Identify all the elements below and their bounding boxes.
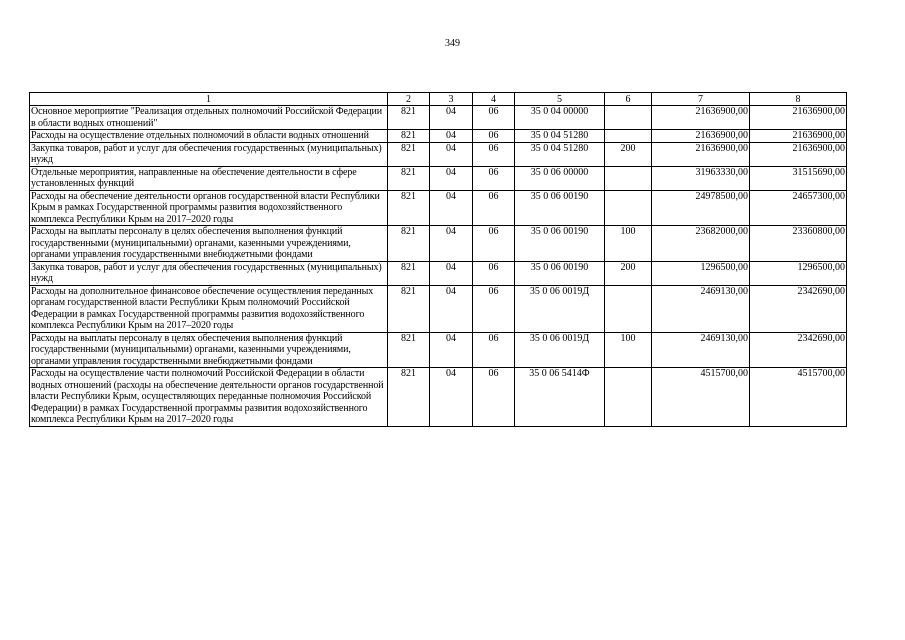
row-sum2-cell: 2342690,00 <box>750 332 847 368</box>
row-csr-cell: 35 0 04 00000 <box>515 106 605 130</box>
row-sum1-cell: 31963330,00 <box>652 166 750 190</box>
row-name-cell: Расходы на осуществление отдельных полномочий в области водных отношений <box>30 130 388 143</box>
row-rz-cell: 04 <box>430 130 473 143</box>
row-vr-cell <box>605 106 652 130</box>
row-csr-cell: 35 0 06 00000 <box>515 166 605 190</box>
row-name-cell: Закупка товаров, работ и услуг для обеспечения государственных (муниципальных) нужд <box>30 261 388 285</box>
row-vr-cell <box>605 130 652 143</box>
row-rz-cell: 04 <box>430 142 473 166</box>
row-csr-cell: 35 0 06 0019Д <box>515 285 605 332</box>
row-csr-cell: 35 0 06 00190 <box>515 226 605 262</box>
row-name-cell: Расходы на обеспечение деятельности органов государственной власти Республики Крым в рамках Государственной программы развития водохозяйственного комплекса Республики Крым на 2017–2020 годы <box>30 190 388 226</box>
row-rz-cell: 04 <box>430 332 473 368</box>
row-rz-cell: 04 <box>430 226 473 262</box>
row-name-cell: Расходы на осуществление части полномочий Российской Федерации в области водных отношений (расходы на обеспечение деятельности органов государственной власти Республики Крым, осуществляющих переданные полномочия Российской Федерации) в рамках Государственной программы развития водохозяйственного комплекса Республики Крым на 2017–2020 годы <box>30 368 388 427</box>
row-sum2-cell: 24657300,00 <box>750 190 847 226</box>
row-pr-cell: 06 <box>473 368 515 427</box>
row-name-cell: Закупка товаров, работ и услуг для обеспечения государственных (муниципальных) нужд <box>30 142 388 166</box>
row-vr-cell: 100 <box>605 332 652 368</box>
row-sum1-cell: 21636900,00 <box>652 130 750 143</box>
row-name-cell: Расходы на выплаты персоналу в целях обеспечения выполнения функций государственными (муниципальными) органами, казенными учреждениями, органами управления государственными внебюджетными фондами <box>30 226 388 262</box>
row-rz-cell: 04 <box>430 261 473 285</box>
row-sum2-cell: 21636900,00 <box>750 142 847 166</box>
row-grbs-cell: 821 <box>388 368 430 427</box>
row-sum2-cell: 23360800,00 <box>750 226 847 262</box>
row-name-cell: Основное мероприятие "Реализация отдельных полномочий Российской Федерации в области водных отношений" <box>30 106 388 130</box>
row-vr-cell <box>605 285 652 332</box>
table-row <box>30 261 847 285</box>
row-grbs-cell: 821 <box>388 166 430 190</box>
row-pr-cell: 06 <box>473 285 515 332</box>
row-sum1-cell: 21636900,00 <box>652 106 750 130</box>
row-vr-cell: 100 <box>605 226 652 262</box>
row-sum1-cell: 23682000,00 <box>652 226 750 262</box>
header-cell-grbs: 2 <box>388 93 430 106</box>
header-cell-vr: 6 <box>605 93 652 106</box>
table-body <box>30 106 847 427</box>
row-pr-cell: 06 <box>473 142 515 166</box>
row-grbs-cell: 821 <box>388 261 430 285</box>
row-grbs-cell: 821 <box>388 130 430 143</box>
row-sum1-cell: 1296500,00 <box>652 261 750 285</box>
row-rz-cell: 04 <box>430 368 473 427</box>
table-header <box>30 93 847 106</box>
row-sum2-cell: 21636900,00 <box>750 106 847 130</box>
header-cell-sum1: 7 <box>652 93 750 106</box>
table-row <box>30 332 847 368</box>
row-vr-cell <box>605 166 652 190</box>
row-vr-cell: 200 <box>605 261 652 285</box>
row-sum2-cell: 31515690,00 <box>750 166 847 190</box>
row-pr-cell: 06 <box>473 106 515 130</box>
page-number: 349 <box>445 38 460 49</box>
row-csr-cell: 35 0 04 51280 <box>515 142 605 166</box>
header-row <box>30 93 847 106</box>
row-vr-cell <box>605 190 652 226</box>
table-row <box>30 130 847 143</box>
row-grbs-cell: 821 <box>388 142 430 166</box>
row-sum2-cell: 1296500,00 <box>750 261 847 285</box>
row-rz-cell: 04 <box>430 106 473 130</box>
table-row <box>30 166 847 190</box>
row-sum1-cell: 24978500,00 <box>652 190 750 226</box>
row-grbs-cell: 821 <box>388 226 430 262</box>
row-sum1-cell: 21636900,00 <box>652 142 750 166</box>
header-cell-csr: 5 <box>515 93 605 106</box>
row-sum1-cell: 4515700,00 <box>652 368 750 427</box>
row-csr-cell: 35 0 04 51280 <box>515 130 605 143</box>
row-pr-cell: 06 <box>473 332 515 368</box>
header-cell-sum2: 8 <box>750 93 847 106</box>
row-sum2-cell: 2342690,00 <box>750 285 847 332</box>
row-vr-cell: 200 <box>605 142 652 166</box>
row-name-cell: Расходы на дополнительное финансовое обеспечение осуществления переданных органам государственной власти Республики Крым полномочий Российской Федерации в рамках Государственной программы развития водохозяйственного комплекса Республики Крым на 2017–2020 годы <box>30 285 388 332</box>
row-pr-cell: 06 <box>473 261 515 285</box>
header-cell-pr: 4 <box>473 93 515 106</box>
table-row <box>30 226 847 262</box>
table-row <box>30 368 847 427</box>
table-row <box>30 106 847 130</box>
table-row <box>30 285 847 332</box>
header-cell-name: 1 <box>30 93 388 106</box>
header-cell-rz: 3 <box>430 93 473 106</box>
table-row <box>30 142 847 166</box>
row-grbs-cell: 821 <box>388 190 430 226</box>
row-rz-cell: 04 <box>430 166 473 190</box>
row-rz-cell: 04 <box>430 190 473 226</box>
row-vr-cell <box>605 368 652 427</box>
row-pr-cell: 06 <box>473 190 515 226</box>
row-name-cell: Отдельные мероприятия, направленные на обеспечение деятельности в сфере установленных функций <box>30 166 388 190</box>
table-row <box>30 190 847 226</box>
row-csr-cell: 35 0 06 00190 <box>515 190 605 226</box>
row-csr-cell: 35 0 06 0019Д <box>515 332 605 368</box>
budget-table <box>29 92 847 427</box>
row-grbs-cell: 821 <box>388 106 430 130</box>
row-pr-cell: 06 <box>473 226 515 262</box>
row-rz-cell: 04 <box>430 285 473 332</box>
row-pr-cell: 06 <box>473 130 515 143</box>
row-sum2-cell: 21636900,00 <box>750 130 847 143</box>
row-sum1-cell: 2469130,00 <box>652 332 750 368</box>
row-csr-cell: 35 0 06 5414Ф <box>515 368 605 427</box>
row-name-cell: Расходы на выплаты персоналу в целях обеспечения выполнения функций государственными (муниципальными) органами, казенными учреждениями, органами управления государственными внебюджетными фондами <box>30 332 388 368</box>
row-grbs-cell: 821 <box>388 285 430 332</box>
row-pr-cell: 06 <box>473 166 515 190</box>
row-csr-cell: 35 0 06 00190 <box>515 261 605 285</box>
row-sum1-cell: 2469130,00 <box>652 285 750 332</box>
row-grbs-cell: 821 <box>388 332 430 368</box>
row-sum2-cell: 4515700,00 <box>750 368 847 427</box>
